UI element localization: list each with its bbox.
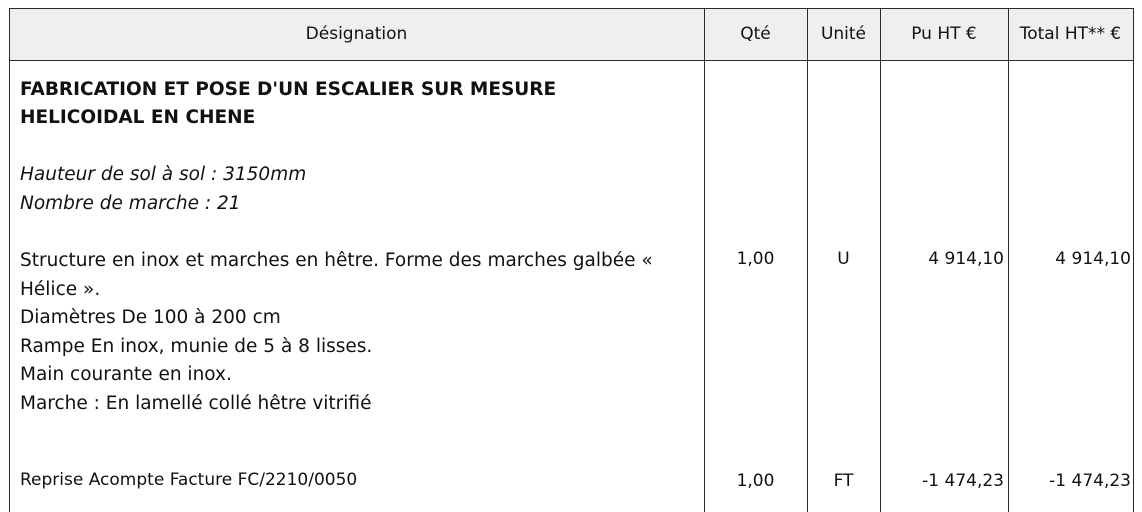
item1-unit: U bbox=[837, 249, 850, 269]
col-border-right bbox=[1133, 8, 1134, 512]
header-qty: Qté bbox=[740, 24, 771, 44]
item-title-line2: HELICOIDAL EN CHENE bbox=[20, 107, 256, 128]
item-spec-steps: Nombre de marche : 21 bbox=[20, 193, 241, 214]
item-desc-line6: Marche : En lamellé collé hêtre vitrifié bbox=[20, 393, 372, 414]
header-total: Total HT** € bbox=[1019, 24, 1122, 44]
item-desc-line4: Rampe En inox, munie de 5 à 8 lisses. bbox=[20, 336, 373, 357]
item-desc-line2: Hélice ». bbox=[20, 279, 101, 300]
item2-qty: 1,00 bbox=[736, 471, 775, 491]
header-pu: Pu HT € bbox=[911, 24, 977, 44]
item1-total: 4 914,10 bbox=[1055, 249, 1131, 269]
item2-designation: Reprise Acompte Facture FC/2210/0050 bbox=[20, 470, 358, 490]
item-desc-line5: Main courante en inox. bbox=[20, 364, 232, 385]
item2-pu: -1 474,23 bbox=[922, 471, 1004, 491]
item-spec-height: Hauteur de sol à sol : 3150mm bbox=[20, 164, 307, 185]
item-desc-line3: Diamètres De 100 à 200 cm bbox=[20, 307, 281, 328]
item2-total: -1 474,23 bbox=[1049, 471, 1131, 491]
col-border-left bbox=[9, 8, 10, 512]
item1-pu: 4 914,10 bbox=[928, 249, 1004, 269]
header-unit: Unité bbox=[820, 24, 867, 44]
item-desc-line1: Structure en inox et marches en hêtre. Forme des marches galbée « bbox=[20, 250, 653, 271]
item2-unit: FT bbox=[833, 471, 854, 491]
item-title-line1: FABRICATION ET POSE D'UN ESCALIER SUR MESURE bbox=[20, 79, 557, 100]
item1-qty: 1,00 bbox=[736, 249, 775, 269]
header-bottom-border bbox=[9, 60, 1133, 61]
header-designation: Désignation bbox=[305, 24, 408, 44]
